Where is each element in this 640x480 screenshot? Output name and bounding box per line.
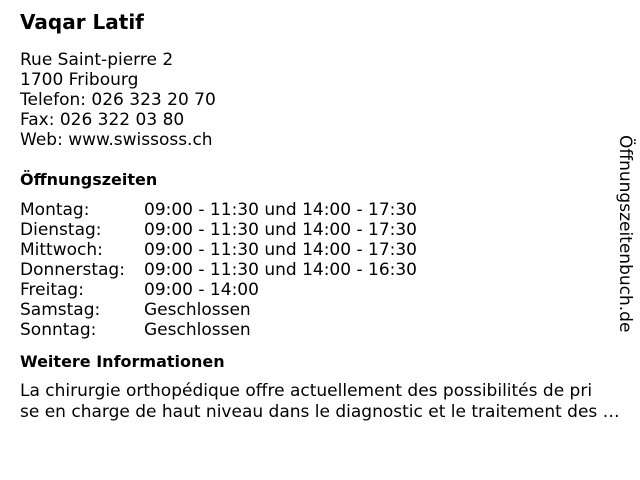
street-address: Rue Saint-pierre 2 <box>20 50 174 70</box>
hours-row-sunday <box>20 320 620 340</box>
day-label: Mittwoch: <box>20 240 103 260</box>
day-label: Freitag: <box>20 280 84 300</box>
info-text-line: La chirurgie orthopédique offre actuellement des possibilités de pri <box>20 381 593 401</box>
business-name: Vaqar Latif <box>20 10 144 34</box>
business-card <box>20 8 620 423</box>
day-hours: 09:00 - 11:30 und 14:00 - 17:30 <box>144 200 417 220</box>
day-hours: 09:00 - 11:30 und 14:00 - 16:30 <box>144 260 417 280</box>
hours-row-friday <box>20 280 620 300</box>
day-label: Samstag: <box>20 300 101 320</box>
phone-number: Telefon: 026 323 20 70 <box>20 90 216 110</box>
day-hours: Geschlossen <box>144 300 251 320</box>
website: Web: www.swissoss.ch <box>20 130 213 150</box>
day-label: Sonntag: <box>20 320 97 340</box>
hours-row-wednesday <box>20 240 620 260</box>
fax-number: Fax: 026 322 03 80 <box>20 110 185 130</box>
day-hours: Geschlossen <box>144 320 251 340</box>
opening-hours-table <box>20 200 620 340</box>
day-label: Dienstag: <box>20 220 102 240</box>
day-label: Donnerstag: <box>20 260 125 280</box>
day-hours: 09:00 - 14:00 <box>144 280 259 300</box>
day-label: Montag: <box>20 200 90 220</box>
opening-hours-heading: Öffnungszeiten <box>20 170 158 189</box>
site-brand-watermark: Öffnungszeitenbuch.de <box>615 135 635 333</box>
hours-row-saturday <box>20 300 620 320</box>
more-info-text <box>20 381 632 423</box>
more-info-heading: Weitere Informationen <box>20 352 225 371</box>
city-address: 1700 Fribourg <box>20 70 139 90</box>
info-text-line: se en charge de haut niveau dans le diagnostic et le traitement des … <box>20 402 620 422</box>
day-hours: 09:00 - 11:30 und 14:00 - 17:30 <box>144 240 417 260</box>
address-block <box>20 50 620 150</box>
hours-row-tuesday <box>20 220 620 240</box>
day-hours: 09:00 - 11:30 und 14:00 - 17:30 <box>144 220 417 240</box>
hours-row-monday <box>20 200 620 220</box>
hours-row-thursday <box>20 260 620 280</box>
